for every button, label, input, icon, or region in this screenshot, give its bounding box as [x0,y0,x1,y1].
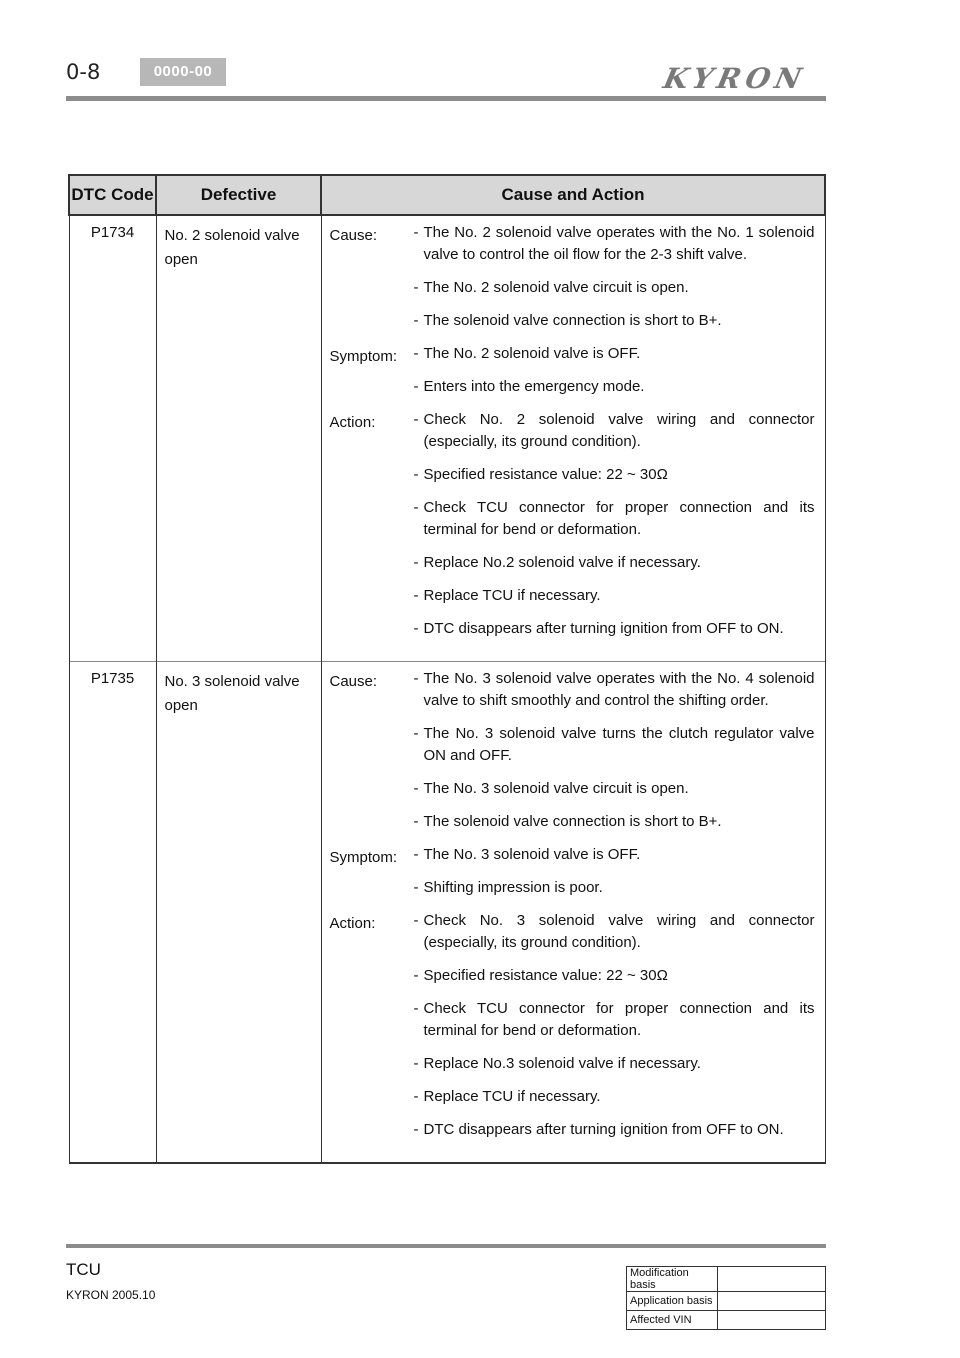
cause-action-cell [321,662,825,1164]
brand-logo: KYRON [660,62,810,95]
list-item: - Replace No.2 solenoid valve if necessary. [413,554,701,571]
group-label: Action: [329,915,376,932]
list-item: - Enters into the emergency mode. [413,378,645,395]
page-number: 0-8 [66,60,101,84]
table-row [627,1311,826,1330]
list-item: - The No. 3 solenoid valve circuit is open. [413,780,689,797]
list-item: - The No. 2 solenoid valve circuit is open. [413,279,689,296]
list-item: - Specified resistance value: 22 ~ 30Ω [413,466,668,483]
group-label: Action: [329,414,376,431]
footer-subtitle: KYRON 2005.10 [66,1288,156,1302]
list-item: - The No. 3 solenoid valve turns the clutch regulator valve ON and OFF. [413,725,815,764]
list-item: - DTC disappears after turning ignition from OFF to ON. [413,620,784,637]
header-dtc-code: DTC Code [69,175,156,215]
cause-action-cell [321,215,825,662]
info-value [718,1267,826,1292]
list-item: - Check No. 3 solenoid valve wiring and connector (especially, its ground condition). [413,912,815,951]
group-label: Cause: [329,673,378,690]
list-item: - DTC disappears after turning ignition from OFF to ON. [413,1121,784,1138]
list-item: - Shifting impression is poor. [413,879,603,896]
symptom-group [330,343,815,409]
list-item: - The solenoid valve connection is short to B+. [413,813,722,830]
list-item: - Replace TCU if necessary. [413,1088,601,1105]
dtc-code: P1734 [69,215,156,662]
header-cause-action: Cause and Action [321,175,825,215]
table-row [69,215,825,662]
cause-group [330,668,815,844]
info-label: Affected VIN [627,1311,718,1330]
action-group [330,910,815,1152]
info-value [718,1292,826,1311]
header-rule [66,96,826,101]
dtc-code: P1735 [69,662,156,1164]
list-item: - Replace No.3 solenoid valve if necessary. [413,1055,701,1072]
footer-title: TCU [66,1260,101,1279]
group-label: Cause: [329,227,378,244]
table-row [69,662,825,1164]
table-row [627,1267,826,1292]
group-label: Symptom: [329,849,398,866]
list-item: - The No. 2 solenoid valve is OFF. [413,345,641,362]
info-label: Modification basis [627,1267,718,1292]
list-item: - The No. 3 solenoid valve is OFF. [413,846,641,863]
section-code-badge: 0000-00 [140,58,226,86]
symptom-group [330,844,815,910]
defective-desc: No. 3 solenoid valve open [156,662,321,1164]
list-item: - The No. 3 solenoid valve operates with the No. 4 solenoid valve to shift smoothly and control the shifting order. [413,670,815,709]
list-item: - Check No. 2 solenoid valve wiring and connector (especially, its ground condition). [413,411,815,450]
action-group [330,409,815,651]
dtc-table [68,174,826,1164]
table-row [627,1292,826,1311]
list-item: - Check TCU connector for proper connection and its terminal for bend or deformation. [413,499,815,538]
group-label: Symptom: [329,348,398,365]
header-defective: Defective [156,175,321,215]
info-value [718,1311,826,1330]
cause-group [330,222,815,343]
list-item: - Specified resistance value: 22 ~ 30Ω [413,967,668,984]
list-item: - The No. 2 solenoid valve operates with the No. 1 solenoid valve to control the oil flow for the 2-3 shift valve. [413,224,815,263]
info-label: Application basis [627,1292,718,1311]
modification-info-table [626,1266,826,1330]
defective-desc: No. 2 solenoid valve open [156,215,321,662]
footer-rule [66,1244,826,1248]
list-item: - Replace TCU if necessary. [413,587,601,604]
list-item: - The solenoid valve connection is short to B+. [413,312,722,329]
list-item: - Check TCU connector for proper connection and its terminal for bend or deformation. [413,1000,815,1039]
